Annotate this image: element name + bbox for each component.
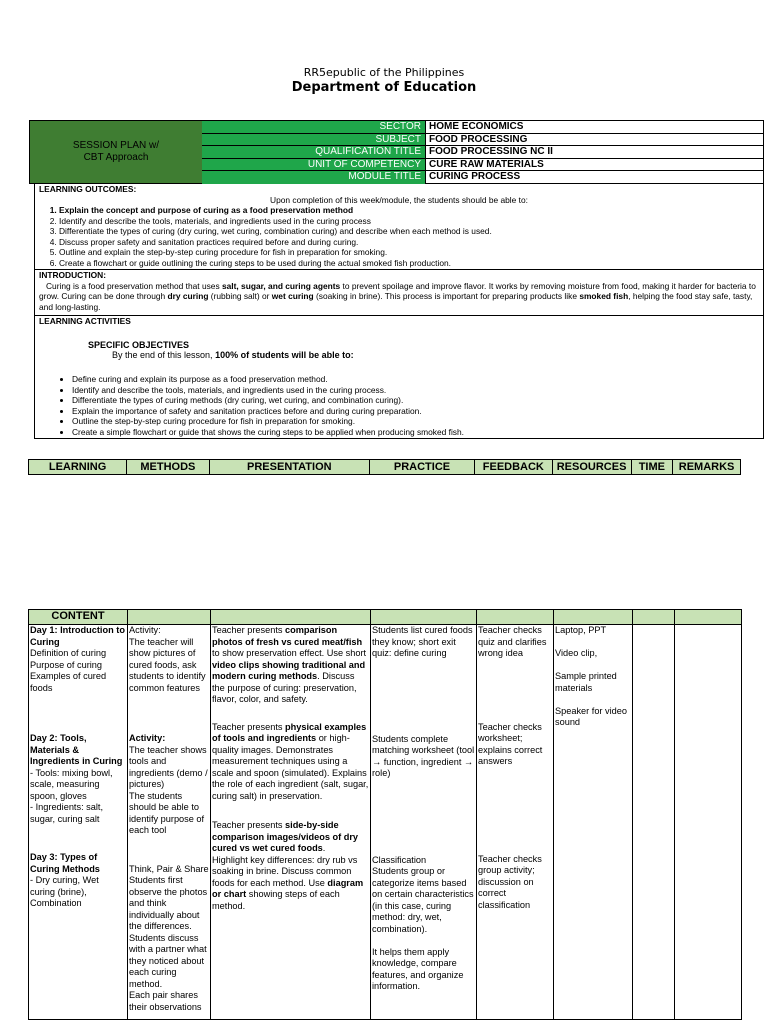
day1-title: Day 1: Introduction to Curing bbox=[30, 625, 125, 647]
learning-content-cell bbox=[29, 625, 128, 1020]
day3-presentation: Teacher presents side-by-side comparison images/videos of dry cured vs wet cured foods. Highlight key differences: dry rub vs soaking in brine. Discuss common foods for each method. Use diagram or chart showing steps of each method. bbox=[212, 820, 364, 911]
learning-activities-title: LEARNING ACTIVITIES bbox=[39, 316, 131, 326]
day2-method: The teacher shows tools and ingredients (demo / pictures) The students should be able to identify purpose of each tool bbox=[129, 744, 208, 835]
col-remarks: REMARKS bbox=[673, 460, 741, 475]
specific-objectives-intro: By the end of this lesson, 100% of students will be able to: bbox=[112, 350, 354, 360]
header-key: MODULE TITLE bbox=[202, 171, 426, 184]
remarks-cell bbox=[675, 625, 742, 1020]
republic-line: RR5epublic of the Philippines bbox=[303, 66, 465, 79]
practice-cell bbox=[371, 625, 477, 1020]
day1-resources: Laptop, PPT Video clip, Sample printed materials Speaker for video sound bbox=[555, 625, 628, 727]
header-key: SECTOR bbox=[202, 121, 426, 133]
introduction-section bbox=[34, 269, 764, 316]
outcome-item: 6. Create a flowchart or guide outlining the curing steps to be used during the actual smoked fish production. bbox=[59, 258, 763, 269]
time-cell bbox=[633, 625, 675, 1020]
header-row-sector bbox=[202, 121, 763, 134]
day2-feedback: Teacher checks worksheet; explains correct answers bbox=[478, 721, 543, 766]
presentation-cell bbox=[211, 625, 371, 1020]
objective-item: • Explain the importance of safety and sanitation practices before and during curing preparation. bbox=[72, 406, 464, 417]
outcome-item: 1. Explain the concept and purpose of curing as a food preservation method bbox=[59, 205, 763, 216]
specific-objectives-list bbox=[35, 374, 464, 437]
day1-method: Activity: The teacher will show pictures of cured foods, ask students to identify common features bbox=[129, 625, 206, 693]
objective-item: • Define curing and explain its purpose as a food preservation method. bbox=[72, 374, 464, 385]
learning-outcomes-section bbox=[34, 184, 764, 270]
learning-outcomes-title: LEARNING OUTCOMES: bbox=[39, 184, 137, 194]
day3-method: Think, Pair & Share Students first observe the photos and think individually about the differences. Students discuss with a partner what they noticed about each curing method. Each pair shares their observations bbox=[129, 863, 209, 1012]
day1-feedback: Teacher checks quiz and clarifies wrong idea bbox=[478, 625, 547, 658]
learning-outcomes-intro: Upon completion of this week/module, the students should be able to: bbox=[270, 194, 528, 205]
day2-practice: Students complete matching worksheet (tool → function, ingredient → role) bbox=[372, 733, 475, 778]
content-header-row bbox=[29, 610, 742, 625]
department-title: Department of Education bbox=[291, 80, 477, 95]
header-value: HOME ECONOMICS bbox=[429, 121, 524, 132]
header-value: FOOD PROCESSING bbox=[429, 133, 528, 145]
day1-topics: Definition of curing Purpose of curing Examples of cured foods bbox=[30, 648, 107, 693]
day1-presentation: Teacher presents comparison photos of fresh vs cured meat/fish to show preservation effect. Use short video clips showing traditional and modern curing methods. Discuss the purpose of curing: preservation, flavor, color, and safety. bbox=[212, 625, 367, 704]
outcome-item: 5. Outline and explain the step-by-step curing procedure for fish in preparation for smoking. bbox=[59, 247, 763, 258]
content-body-row bbox=[29, 625, 742, 1020]
col-resources: RESOURCES bbox=[552, 460, 631, 475]
day2-method-title: Activity: bbox=[129, 733, 166, 743]
col-methods: METHODS bbox=[127, 460, 209, 475]
header-value: FOOD PROCESSING NC II bbox=[429, 146, 553, 157]
header-key: SUBJECT bbox=[202, 134, 426, 146]
session-plan-header bbox=[29, 120, 764, 184]
day2-presentation: Teacher presents physical examples of tools and ingredients or high-quality images. Demonstrates measurement techniques using a scale and spoon (simulated). Explains the role of each ingredient (salt, sugar, curing salt) in preservation. bbox=[212, 721, 369, 801]
header-row-module bbox=[202, 171, 763, 184]
header-row-subject bbox=[202, 134, 763, 147]
day3-practice: Classification Students group or categorize items based on certain characteristics (in this case, curing method: dry, wet, combination). It helps them apply knowledge, compare features, and organize information. bbox=[372, 854, 474, 991]
col-practice: PRACTICE bbox=[370, 460, 475, 475]
header-value: CURE RAW MATERIALS bbox=[429, 158, 544, 170]
header-row-qualification bbox=[202, 146, 763, 159]
header-value: CURING PROCESS bbox=[429, 171, 521, 182]
day3-title: Day 3: Types of Curing Methods bbox=[30, 852, 100, 874]
day2-topics: - Tools: mixing bowl, scale, measuring spoon, gloves - Ingredients: salt, sugar, curing salt bbox=[30, 767, 113, 824]
introduction-text: Curing is a food preservation method that uses salt, sugar, and curing agents to prevent spoilage and improve flavor. It works by removing moisture from food, making it harder for bacteria to grow. Curing can be done through dry curing (rubbing salt) or wet curing (soaking in brine). This process is important for preparing products like smoked fish, helping the food stay safe, tasty, and long-lasting. bbox=[39, 280, 756, 312]
resources-cell bbox=[554, 625, 633, 1020]
day3-feedback: Teacher checks group activity; discussion on correct classification bbox=[478, 853, 542, 910]
session-plan-line2: CBT Approach bbox=[83, 152, 149, 163]
objective-item: • Outline the step-by-step curing procedure for fish in preparation for smoking. bbox=[72, 416, 464, 427]
learning-activities-section bbox=[34, 315, 764, 439]
methods-cell bbox=[128, 625, 211, 1020]
header-row-unit bbox=[202, 159, 763, 172]
col-time: TIME bbox=[631, 460, 673, 475]
learning-outcomes-list bbox=[35, 205, 763, 268]
outcome-item: 2. Identify and describe the tools, materials, and ingredients used in the curing process bbox=[59, 216, 763, 227]
session-plan-label bbox=[30, 121, 203, 183]
content-table bbox=[28, 609, 742, 1020]
objective-item: • Create a simple flowchart or guide that shows the curing steps to be applied when producing smoked fish. bbox=[72, 427, 464, 438]
introduction-title: INTRODUCTION: bbox=[39, 270, 106, 280]
objective-item: • Differentiate the types of curing methods (dry curing, wet curing, and combination curing). bbox=[72, 395, 464, 406]
objective-item: • Identify and describe the tools, materials, and ingredients used in the curing process. bbox=[72, 385, 464, 396]
col-presentation: PRESENTATION bbox=[209, 460, 369, 475]
feedback-cell bbox=[477, 625, 554, 1020]
outcome-item: 4. Discuss proper safety and sanitation practices required before and during curing. bbox=[59, 237, 763, 248]
session-plan-line1: SESSION PLAN w/ bbox=[72, 140, 160, 151]
day1-practice: Students list cured foods they know; short exit quiz: define curing bbox=[372, 625, 473, 658]
day2-title: Day 2: Tools, Materials & Ingredients in Curing bbox=[30, 733, 123, 766]
content-header: CONTENT bbox=[29, 610, 128, 625]
header-key: QUALIFICATION TITLE bbox=[202, 146, 426, 158]
specific-objectives-title: SPECIFIC OBJECTIVES bbox=[88, 340, 190, 350]
outcome-item: 3. Differentiate the types of curing (dry curing, wet curing, combination curing) and describe when each method is used. bbox=[59, 226, 763, 237]
col-learning: LEARNING bbox=[29, 460, 127, 475]
header-key: UNIT OF COMPETENCY bbox=[202, 159, 426, 171]
col-feedback: FEEDBACK bbox=[475, 460, 553, 475]
column-header-table bbox=[28, 459, 741, 475]
day3-topics: - Dry curing, Wet curing (brine), Combination bbox=[30, 875, 99, 908]
